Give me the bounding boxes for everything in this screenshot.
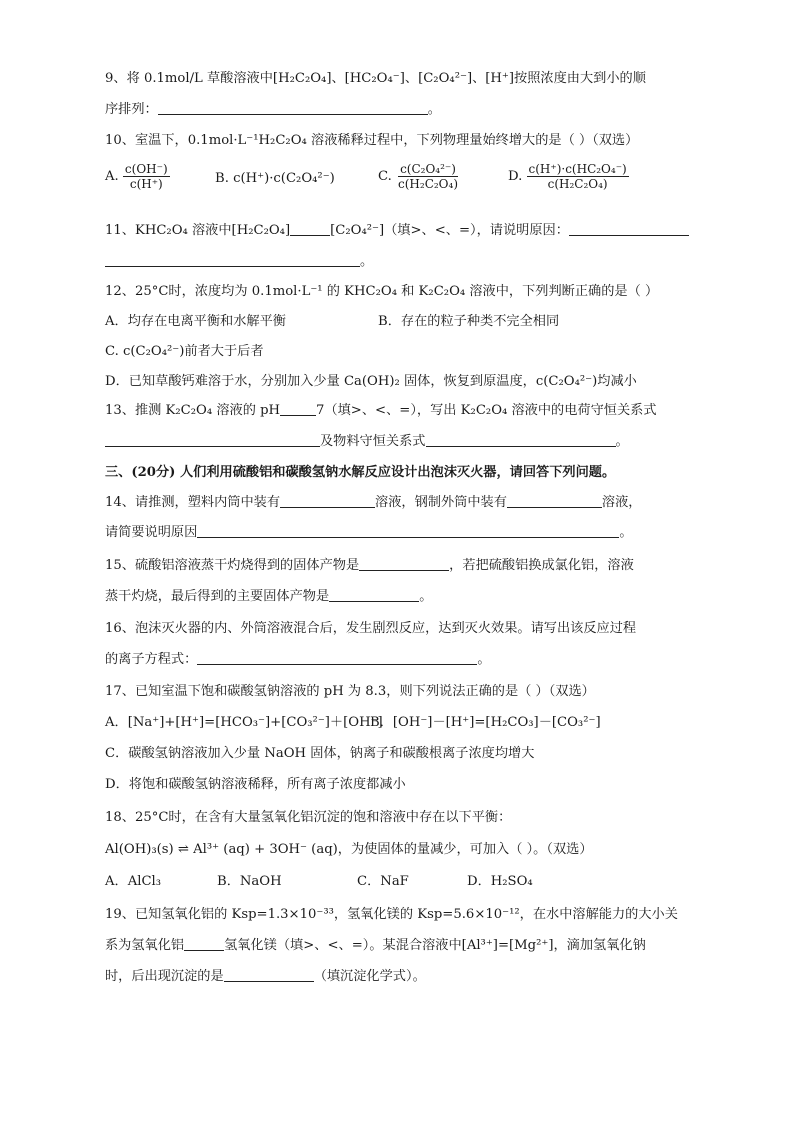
q18-option-a: A．AlCl₃ <box>105 874 162 889</box>
answer-blank[interactable] <box>426 433 616 447</box>
section-3-heading: 三、(20分) 人们利用硫酸铝和碳酸氢钠水解反应设计出泡沫灭火器，请回答下列问题。 <box>105 465 616 480</box>
q11-line2: 。 <box>105 253 373 271</box>
q18-stem: 18、25°C时，在含有大量氢氧化铝沉淀的饱和溶液中存在以下平衡： <box>105 810 512 825</box>
fraction: $\frac{\text{c(C₂O₄²⁻)}}{\text{c(H₂C₂O₄)}}$ <box>398 162 459 191</box>
q16-line1: 16、泡沫灭火器的内、外筒溶液混合后，发生剧烈反应，达到灭火效果。请写出该反应过程 <box>105 621 637 636</box>
answer-blank[interactable] <box>280 494 375 508</box>
q10-option-d: D. $\frac{\text{c(H⁺)·c(HC₂O₄⁻)}}{\text{c(H₂C₂O₄)}}$ <box>508 162 627 191</box>
answer-blank[interactable] <box>197 651 477 665</box>
answer-blank[interactable] <box>105 433 320 447</box>
answer-blank[interactable] <box>184 937 224 951</box>
q12-option-b: B．存在的粒子种类不完全相同 <box>378 314 560 329</box>
q18-option-d: D．H₂SO₄ <box>467 874 533 889</box>
q17-option-b: B．[OH⁻]－[H⁺]=[H₂CO₃]－[CO₃²⁻] <box>370 715 601 730</box>
q17-stem: 17、已知室温下饱和碳酸氢钠溶液的 pH 为 8.3，则下列说法正确的是（ ）（双选） <box>105 684 595 699</box>
q10-option-b: B. c(H⁺)·c(C₂O₄²⁻) <box>215 171 335 186</box>
q19-line3: 时，后出现沉淀的是 （填沉淀化学式）。 <box>105 969 426 984</box>
answer-blank[interactable] <box>569 222 689 236</box>
q10-option-c: C. $\frac{\text{c(C₂O₄²⁻)}}{\text{c(H₂C₂O₄)}}$ <box>378 162 459 191</box>
q16-line2: 的离子方程式： 。 <box>105 652 491 667</box>
q12-stem: 12、25°C时，浓度均为 0.1mol·L⁻¹ 的 KHC₂O₄ 和 K₂C₂O₄ 溶液中，下列判断正确的是（ ） <box>105 284 659 299</box>
q18-option-c: C．NaF <box>357 874 409 889</box>
q13-line2: 及物料守恒关系式 。 <box>105 433 629 451</box>
answer-blank[interactable] <box>105 253 360 267</box>
answer-blank[interactable] <box>197 524 619 538</box>
answer-blank[interactable] <box>359 557 449 571</box>
q19-line2: 系为氢氧化铝 氢氧化镁（填>、<、=）。某混合溶液中[Al³⁺]=[Mg²⁺]，滴加氢氧化钠 <box>105 938 646 953</box>
q10-stem: 10、室温下，0.1mol·L⁻¹H₂C₂O₄ 溶液稀释过程中，下列物理量始终增大的是（ ）（双选） <box>105 133 639 148</box>
q17-option-a: A．[Na⁺]+[H⁺]=[HCO₃⁻]+[CO₃²⁻]＋[OH⁻] <box>105 715 383 730</box>
q10-option-a: A. $\frac{c(OH^-)}{c(H^+)}$ <box>105 162 168 191</box>
q12-option-c: C. c(C₂O₄²⁻)前者大于后者 <box>105 344 264 359</box>
q15-line2: 蒸干灼烧，最后得到的主要固体产物是 。 <box>105 589 433 604</box>
q18-option-b: B．NaOH <box>217 874 282 889</box>
answer-blank[interactable] <box>158 101 428 115</box>
q9-line2: 序排列： 。 <box>105 102 441 117</box>
q17-option-c: C．碳酸氢钠溶液加入少量 NaOH 固体，钠离子和碳酸根离子浓度均增大 <box>105 746 535 761</box>
fraction: $\frac{\text{c(H⁺)·c(HC₂O₄⁻)}}{\text{c(H₂C₂O₄)}}$ <box>528 162 627 191</box>
q14-line2: 请简要说明原因 。 <box>105 525 633 540</box>
q12-option-a: A．均存在电离平衡和水解平衡 <box>105 314 286 329</box>
answer-blank[interactable] <box>224 968 314 982</box>
q17-option-d: D．将饱和碳酸氢钠溶液稀释，所有离子浓度都减小 <box>105 777 406 792</box>
q19-line1: 19、已知氢氧化铝的 Ksp=1.3×10⁻³³，氢氧化镁的 Ksp=5.6×10⁻¹²，在水中溶解能力的大小关 <box>105 907 678 922</box>
q11-line1: 11、KHC₂O₄ 溶液中[H₂C₂O₄] [C₂O₄²⁻]（填>、<、=），请说明原因： <box>105 222 689 240</box>
fraction: $\frac{c(OH^-)}{c(H^+)}$ <box>124 162 168 191</box>
q14-line1: 14、请推测，塑料内筒中装有 溶液，钢制外筒中装有 溶液， <box>105 495 642 510</box>
q15-line1: 15、硫酸铝溶液蒸干灼烧得到的固体产物是 ，若把硫酸铝换成氯化铝，溶液 <box>105 558 634 573</box>
answer-blank[interactable] <box>507 494 602 508</box>
q13-line1: 13、推测 K₂C₂O₄ 溶液的 pH 7（填>、<、=），写出 K₂C₂O₄ 溶液中的电荷守恒关系式 <box>105 403 657 418</box>
answer-blank[interactable] <box>329 588 419 602</box>
q9-line1: 9、将 0.1mol/L 草酸溶液中[H₂C₂O₄]、[HC₂O₄⁻]、[C₂O₄²⁻]、[H⁺]按照浓度由大到小的顺 <box>105 71 646 86</box>
q18-equilibrium: Al(OH)₃(s) ⇌ Al³⁺ (aq) + 3OH⁻ (aq)，为使固体的量减少，可加入（ ）。（双选） <box>105 842 593 857</box>
answer-blank[interactable] <box>280 402 316 416</box>
q12-option-d: D．已知草酸钙难溶于水，分别加入少量 Ca(OH)₂ 固体，恢复到原温度，c(C₂O₄²⁻)均减小 <box>105 374 637 389</box>
answer-blank[interactable] <box>290 222 330 236</box>
